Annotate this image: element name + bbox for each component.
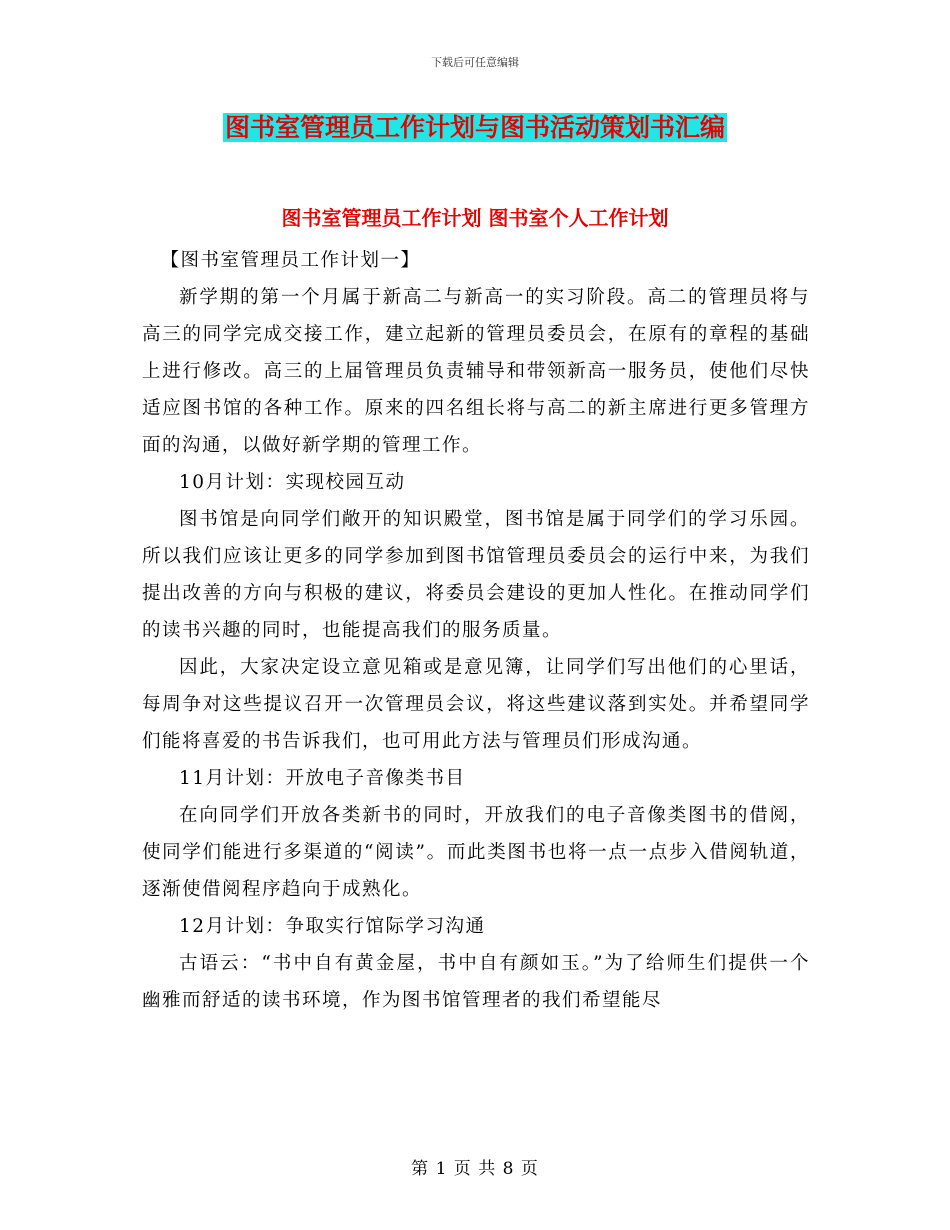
month-heading-october: 10月计划：实现校园互动 [179, 472, 406, 493]
month-heading-december: 12月计划：争取实行馆际学习沟通 [179, 916, 486, 937]
paragraph: 因此，大家决定设立意见箱或是意见簿，让同学们写出他们的心里话，每周争对这些提议召开一次管理员会议，将这些建议落到实处。并希望同学们能将喜爱的书告诉我们，也可用此方法与管理员们形成沟通。 [142, 657, 810, 752]
paragraph: 图书馆是向同学们敞开的知识殿堂，图书馆是属于同学们的学习乐园。所以我们应该让更多的同学参加到图书馆管理员委员会的运行中来，为我们提出改善的方向与积极的建议，将委员会建设的更加人性化。在推动同学们的读书兴趣的同时，也能提高我们的服务质量。 [142, 509, 810, 641]
document-title-container [0, 112, 950, 144]
month-heading-november: 11月计划：开放电子音像类书目 [179, 768, 466, 789]
header-note: 下载后可任意编辑 [431, 56, 519, 69]
document-subtitle: 图书室管理员工作计划 图书室个人工作计划 [281, 206, 669, 230]
paragraph: 古语云：“书中自有黄金屋，书中自有颜如玉。”为了给师生们提供一个幽雅而舒适的读书环境，作为图书馆管理者的我们希望能尽 [142, 953, 810, 1011]
paragraph: 在向同学们开放各类新书的同时，开放我们的电子音像类图书的借阅，使同学们能进行多渠道的“阅读”。而此类图书也将一点一点步入借阅轨道，逐渐使借阅程序趋向于成熟化。 [142, 805, 810, 900]
document-title: 图书室管理员工作计划与图书活动策划书汇编 [224, 113, 725, 142]
paragraph: 新学期的第一个月属于新高二与新高一的实习阶段。高二的管理员将与高三的同学完成交接工作，建立起新的管理员委员会，在原有的章程的基础上进行修改。高三的上届管理员负责辅导和带领新高一服务员，使他们尽快适应图书馆的各种工作。原来的四名组长将与高二的新主席进行更多管理方面的沟通，以做好新学期的管理工作。 [142, 287, 810, 456]
page-footer: 第 1 页 共 8 页 [411, 1159, 539, 1179]
document-body [142, 242, 810, 1019]
section-heading: 【图书室管理员工作计划一】 [160, 250, 421, 271]
